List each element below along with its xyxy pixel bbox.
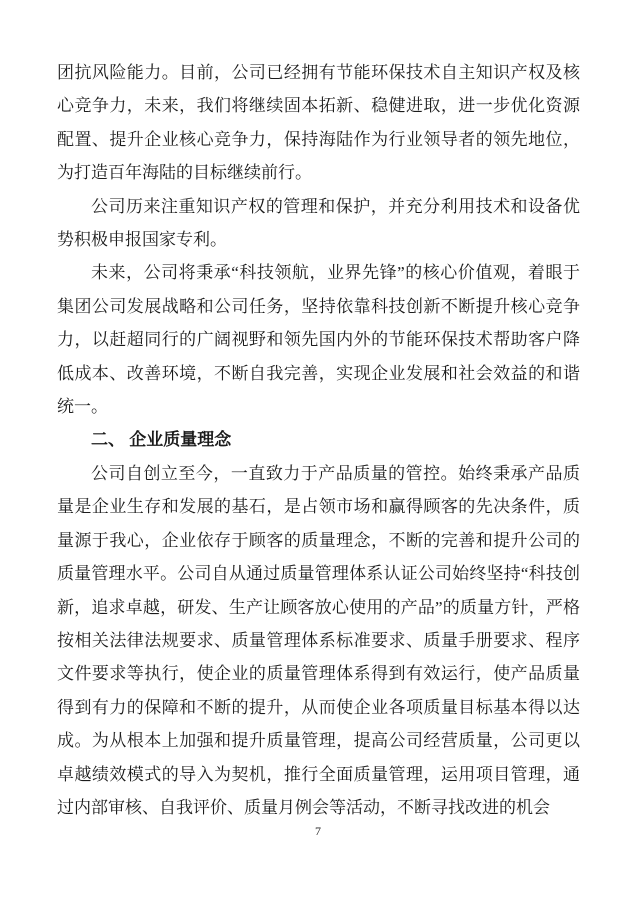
paragraph-risk-resilience-continuation: 团抗风险能力。目前，公司已经拥有节能环保技术自主知识产权及核心竞争力，未来，我们将继续固本拓新、稳健进取，进一步优化资源配置、提升企业核心竞争力，保持海陆作为行业领导者的领先地位，为打造百年海陆的目标继续前行。	[57, 63, 580, 183]
document-content	[57, 56, 580, 824]
paragraph-ip-protection: 公司历来注重知识产权的管理和保护，并充分利用技术和设备优势积极申报国家专利。	[57, 196, 580, 250]
paragraph-quality-management: 公司自创立至今，一直致力于产品质量的管控。始终秉承产品质量是企业生存和发展的基石，是占领市场和赢得顾客的先决条件，质量源于我心，企业依存于顾客的质量理念，不断的完善和提升公司的质量管理水平。公司自从通过质量管理体系认证公司始终坚持“科技创新，追求卓越，研发、生产让顾客放心使用的产品”的质量方针，严格按相关法律法规要求、质量管理体系标准要求、质量手册要求、程序文件要求等执行，使企业的质量管理体系得到有效运行，使产品质量得到有力的保障和不断的提升，从而使企业各项质量目标基本得以达成。为从根本上加强和提升质量管理，提高公司经营质量，公司更以卓越绩效模式的导入为契机，推行全面质量管理，运用项目管理，通过内部审核、自我评价、质量月例会等活动，不断寻找改进的机会	[57, 463, 580, 817]
paragraph-future-core-values: 未来，公司将秉承“科技领航，业界先锋”的核心价值观，着眼于集团公司发展战略和公司任务，坚持依靠科技创新不断提升核心竞争力，以赶超同行的广阔视野和领先国内外的节能环保技术帮助客户降低成本、改善环境，不断自我完善，实现企业发展和社会效益的和谐统一。	[57, 263, 580, 417]
section-heading-quality-philosophy: 二、 企业质量理念	[91, 430, 232, 450]
page-number: 7	[315, 824, 321, 838]
